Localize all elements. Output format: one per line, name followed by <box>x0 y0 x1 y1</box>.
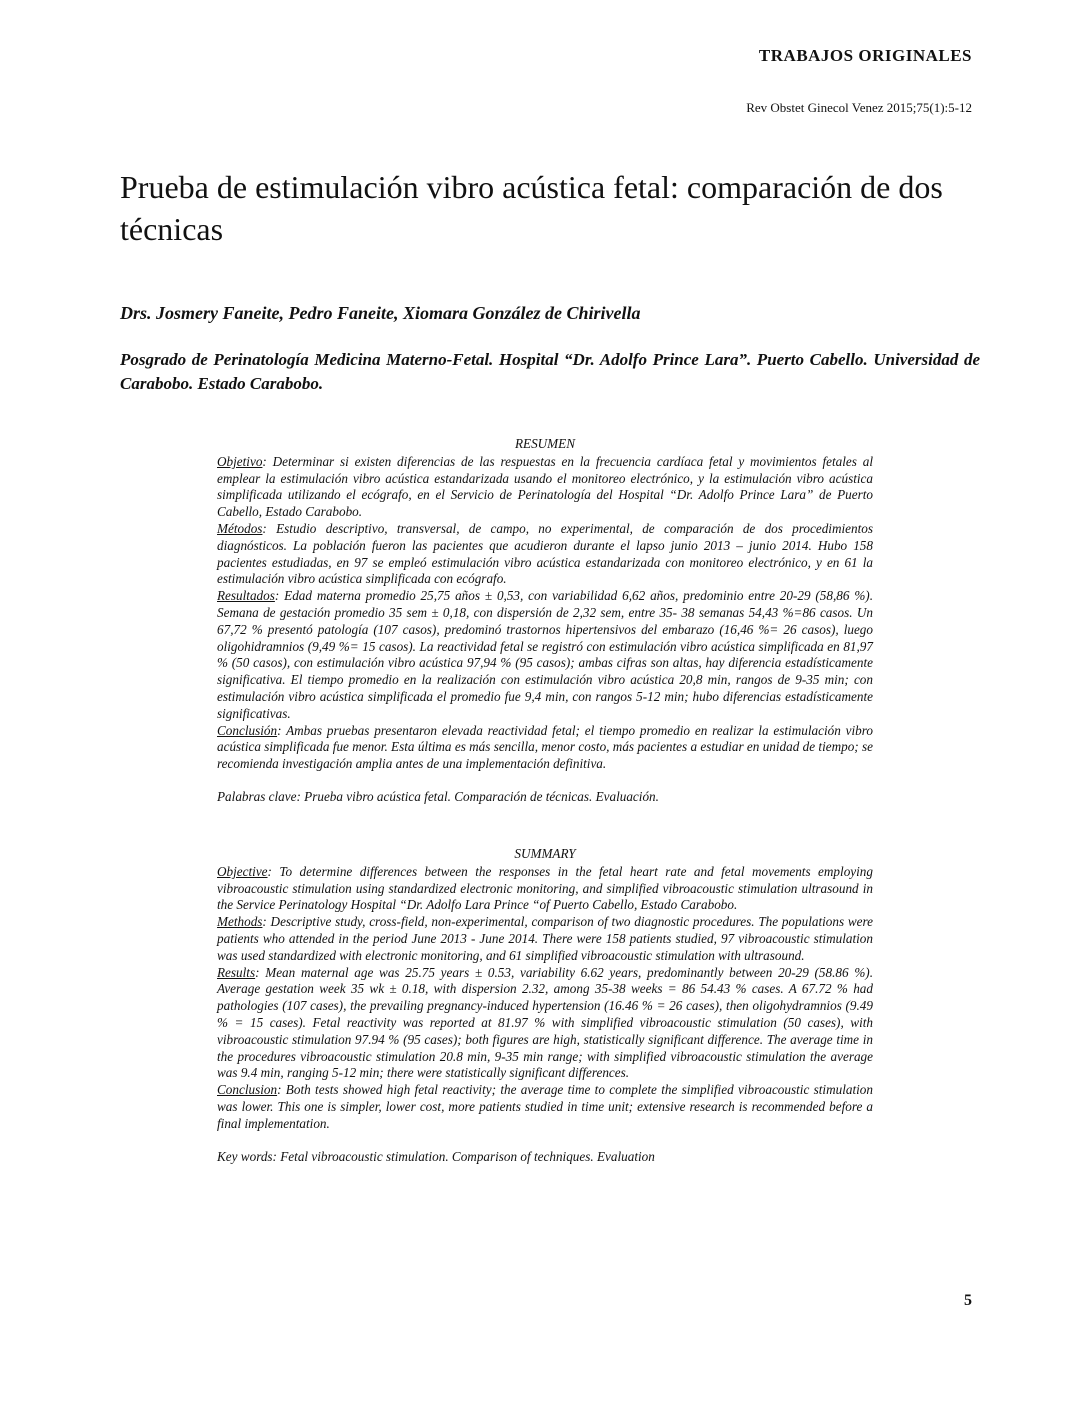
resumen-metodos-label: Métodos <box>217 520 263 536</box>
summary-results-text: : Mean maternal age was 25.75 years ± 0.53, variability 6.62 years, predominantly between 20-29 (58.86 %). Average gestation week 35 wk ± 0.18, with dispersion 2.32, among 35-38 weeks = 86 54.43 % cases. A 67.72 % had pathologies (107 cases), the prevailing pregnancy-induced hypertension (16.46 % = 26 cases), then oligohydramnios (9.49 % = 15 cases). Fetal reactivity was reported at 81.97 % with simplified vibroacoustic stimulation (50 cases), with vibroacoustic stimulation 97.94 % (95 cases); both figures are high, statistically significant difference. The average time in the procedures vibroacoustic stimulation 20.8 min, 9-35 min range; with simplified vibroacoustic stimulation the average was 9.4 min, ranging 5-12 min; there were statistically significant differences. <box>217 964 873 1081</box>
resumen-resultados-label: Resultados <box>217 588 275 604</box>
page-number: 5 <box>964 1292 972 1309</box>
summary-conclusion <box>217 1082 873 1132</box>
resumen-objetivo-text: : Determinar si existen diferencias de las respuestas en la frecuencia cardíaca fetal y movimientos fetales al emplear la estimulación vibro acústica estandarizada usando el monitoreo electrónico, y la estimulación vibro acústica simplificada utilizando el ecógrafo, en el Servicio de Perinatología del Hospital “Dr. Adolfo Prince Lara” de Puerto Cabello, Estado Carabobo. <box>217 453 873 520</box>
summary-conclusion-text: : Both tests showed high fetal reactivity; the average time to complete the simplified vibroacoustic stimulation was lower. This one is simpler, lower cost, more patients studied in time unit; extensive research is recommended before a final implementation. <box>217 1082 873 1131</box>
journal-citation: Rev Obstet Ginecol Venez 2015;75(1):5-12 <box>746 100 972 115</box>
resumen-keywords: Palabras clave: Prueba vibro acústica fetal. Comparación de técnicas. Evaluación. <box>217 788 659 804</box>
resumen-conclusion <box>217 723 873 773</box>
resumen-objetivo <box>217 454 873 521</box>
section-label: TRABAJOS ORIGINALES <box>758 46 972 65</box>
resumen-abstract <box>217 436 873 806</box>
summary-abstract <box>217 846 873 1165</box>
summary-methods-text: : Descriptive study, cross-field, non-experimental, comparison of two diagnostic procedures. The populations were patients who attended in the period June 2013 - June 2014. There were 158 patients studied, 97 vibroacoustic stimulation was used standardized with electronic monitoring, and 61 simplified vibroacoustic stimulation with ultrasound. <box>217 914 873 963</box>
summary-results <box>217 965 873 1083</box>
summary-methods <box>217 914 873 964</box>
summary-methods-label: Methods <box>217 914 263 930</box>
summary-heading: SUMMARY <box>514 846 576 861</box>
summary-keywords: Key words: Fetal vibroacoustic stimulation. Comparison of techniques. Evaluation <box>217 1148 655 1164</box>
article-authors: Drs. Josmery Faneite, Pedro Faneite, Xiomara González de Chirivella <box>120 303 641 323</box>
summary-results-label: Results <box>217 964 256 980</box>
summary-objective-text: : To determine differences between the responses in the fetal heart rate and fetal movements employing vibroacoustic stimulation using standardized electronic monitoring, and simplified vibroacoustic stimulation ultrasound in the Service Perinatology Hospital “Dr. Adolfo Lara Prince “of Puerto Cabello, Estado Carabobo. <box>217 863 873 913</box>
summary-objective-label: Objective <box>217 863 268 879</box>
resumen-conclusion-label: Conclusión <box>217 722 278 738</box>
resumen-objetivo-label: Objetivo <box>217 453 263 469</box>
summary-objective <box>217 864 873 914</box>
resumen-metodos <box>217 521 873 588</box>
summary-conclusion-label: Conclusion <box>217 1082 278 1098</box>
article-title: Prueba de estimulación vibro acústica fetal: comparación de dos técnicas <box>120 169 943 247</box>
article-affiliation: Posgrado de Perinatología Medicina Materno-Fetal. Hospital “Dr. Adolfo Prince Lara”. Puerto Cabello. Universidad de Carabobo. Estado Carabobo. <box>120 350 980 393</box>
resumen-resultados-text: : Edad materna promedio 25,75 años ± 0,53, con variabilidad 6,62 años, predominio entre 20-29 (58,86 %). Semana de gestación promedio 35 sem ± 0,18, con dispersión de 2,32 sem, entre 35- 38 semanas 54,43 %=86 casos. Un 67,72 % presentó patología (107 casos), predominó trastornos hipertensivos del embarazo (16,46 %= 26 casos), luego oligohidramnios (9,49 %= 15 casos). La reactividad fetal se registró con estimulación vibro acústica simplificada en 81,97 % (50 casos), con estimulación vibro acústica 97,94 % (95 casos); ambas cifras son altas, hay diferencia estadísticamente significativa. El tiempo promedio en la realización con estimulación vibro acústica 20,8 min, rangos de 9-35 min; con estimulación vibro acústica simplificada el promedio fue 9,4 min, con rangos 5-12 min; hubo diferencias estadísticamente significativas. <box>217 588 873 721</box>
resumen-metodos-text: : Estudio descriptivo, transversal, de campo, no experimental, de comparación de dos procedimientos diagnósticos. La población fueron las pacientes que acudieron durante el lapso junio 2013 – junio 2014. Hubo 158 pacientes estudiadas, en 97 se empleó estimulación vibro acústica estandarizada con monitoreo electrónico, y en 61 la estimulación vibro acústica simplificada con ecógrafo. <box>217 520 873 587</box>
resumen-resultados <box>217 588 873 722</box>
resumen-heading: RESUMEN <box>514 436 576 451</box>
resumen-conclusion-text: : Ambas pruebas presentaron elevada reactividad fetal; el tiempo promedio en realizar la estimulación vibro acústica simplificada fue menor. Esta última es más sencilla, menor costo, más pacientes a estudiar en unidad de tiempo; se recomienda investigación amplia antes de una implementación definitiva. <box>217 722 873 772</box>
